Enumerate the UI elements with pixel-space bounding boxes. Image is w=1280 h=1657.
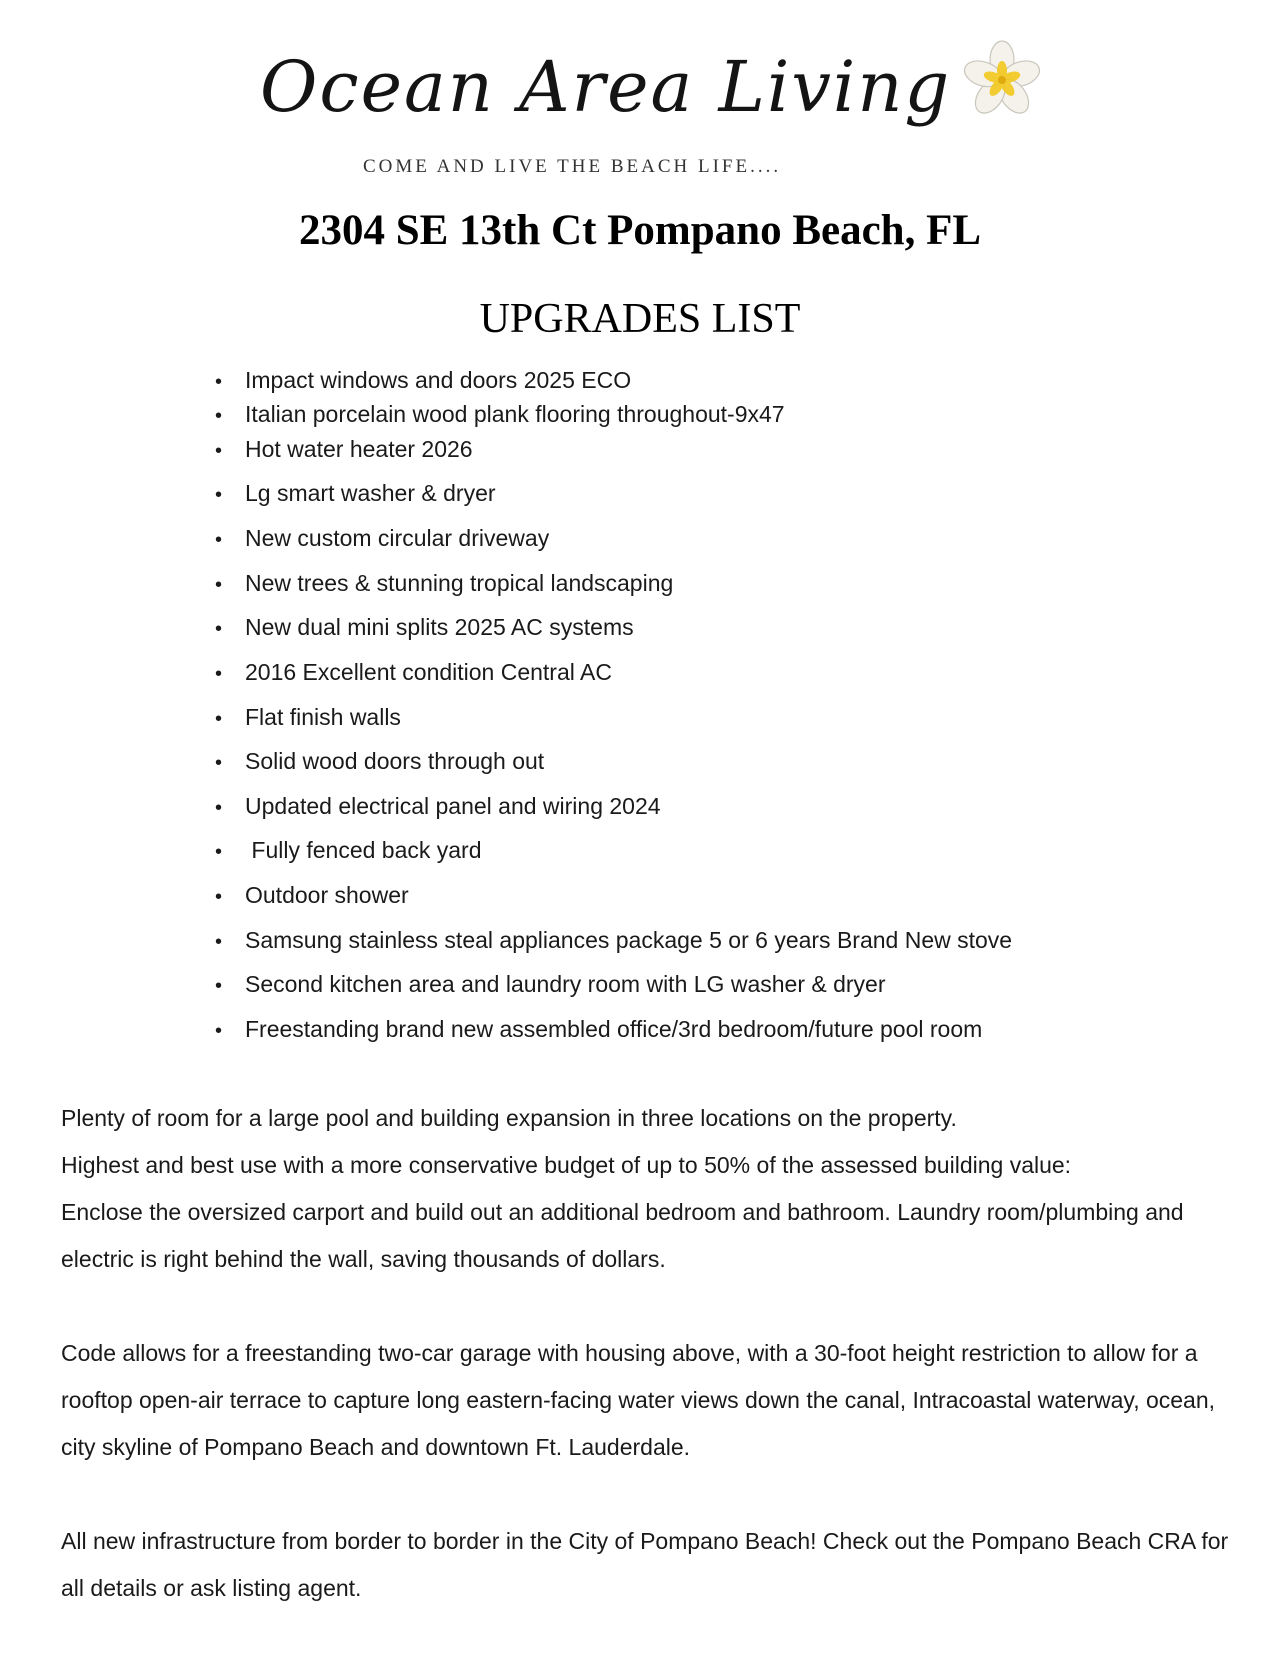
property-address: 2304 SE 13th Ct Pompano Beach, FL (298, 207, 982, 254)
list-item (215, 969, 886, 999)
upgrades-list-title: UPGRADES LIST (479, 296, 801, 342)
list-item (215, 702, 401, 732)
paragraph-carport: Enclose the oversized carport and build out an additional bedroom and bathroom. Laundry room/plumbing and electric is right behind the wall, saving thousands of dollars. (61, 1199, 1184, 1272)
bullet-icon: • (215, 405, 223, 427)
list-item (215, 568, 673, 598)
list-item-text: Freestanding brand new assembled office/3rd bedroom/future pool room (245, 1016, 983, 1042)
list-item-text: 2016 Excellent condition Central AC (245, 659, 612, 685)
list-item (215, 365, 631, 395)
list-item-text: Updated electrical panel and wiring 2024 (245, 793, 661, 819)
list-item-text: New trees & stunning tropical landscaping (245, 570, 674, 596)
bullet-icon: • (215, 618, 223, 640)
list-item (215, 791, 661, 821)
list-item (215, 399, 785, 429)
bullet-icon: • (215, 708, 223, 730)
list-item (215, 612, 634, 642)
list-item-text: Outdoor shower (245, 882, 409, 908)
paragraph-highest-best-use: Highest and best use with a more conservative budget of up to 50% of the assessed building value: (61, 1152, 1072, 1178)
list-item-text: Italian porcelain wood plank flooring throughout-9x47 (245, 401, 785, 427)
list-item (215, 746, 544, 776)
paragraph-garage: Code allows for a freestanding two-car garage with housing above, with a 30-foot height restriction to allow for a rooftop open-air terrace to capture long eastern-facing water views down the canal, Intracoastal waterway, ocean, city skyline of Pompano Beach and downtown Ft. Lauderdale. (61, 1340, 1216, 1460)
logo-tagline: COME AND LIVE THE BEACH LIFE.... (363, 156, 782, 177)
bullet-icon: • (215, 931, 223, 953)
paragraph-infrastructure: All new infrastructure from border to border in the City of Pompano Beach! Check out the Pompano Beach CRA for all details or ask listing agent. (61, 1528, 1229, 1601)
list-item-text: New dual mini splits 2025 AC systems (245, 614, 634, 640)
list-item (215, 880, 409, 910)
list-item (215, 835, 482, 865)
bullet-icon: • (215, 797, 223, 819)
bullet-icon: • (215, 663, 223, 685)
paragraph-pool-room: Plenty of room for a large pool and building expansion in three locations on the property. (61, 1105, 957, 1131)
bullet-icon: • (215, 886, 223, 908)
logo-wordmark: Ocean Area Living (260, 46, 952, 128)
list-item (215, 925, 1012, 955)
list-item-text: Fully fenced back yard (245, 837, 482, 863)
list-item (215, 478, 496, 508)
list-item (215, 1014, 982, 1044)
bullet-icon: • (215, 440, 223, 462)
list-item-text: Solid wood doors through out (245, 748, 545, 774)
bullet-icon: • (215, 752, 223, 774)
list-item-text: Impact windows and doors 2025 ECO (245, 367, 632, 393)
bullet-icon: • (215, 529, 223, 551)
list-item-text: Hot water heater 2026 (245, 436, 473, 462)
list-item-text: Flat finish walls (245, 704, 401, 730)
list-item-text: Samsung stainless steal appliances package 5 or 6 years Brand New stove (245, 927, 1013, 953)
bullet-icon: • (215, 574, 223, 596)
list-item-text: New custom circular driveway (245, 525, 550, 551)
list-item (215, 434, 473, 464)
list-item (215, 657, 612, 687)
list-item (215, 523, 549, 553)
bullet-icon: • (215, 1020, 223, 1042)
bullet-icon: • (215, 975, 223, 997)
logo (250, 40, 1050, 190)
plumeria-flower-icon (962, 40, 1042, 120)
bullet-icon: • (215, 371, 223, 393)
bullet-icon: • (215, 841, 223, 863)
list-item-text: Second kitchen area and laundry room with LG washer & dryer (245, 971, 886, 997)
bullet-icon: • (215, 484, 223, 506)
list-item-text: Lg smart washer & dryer (245, 480, 496, 506)
